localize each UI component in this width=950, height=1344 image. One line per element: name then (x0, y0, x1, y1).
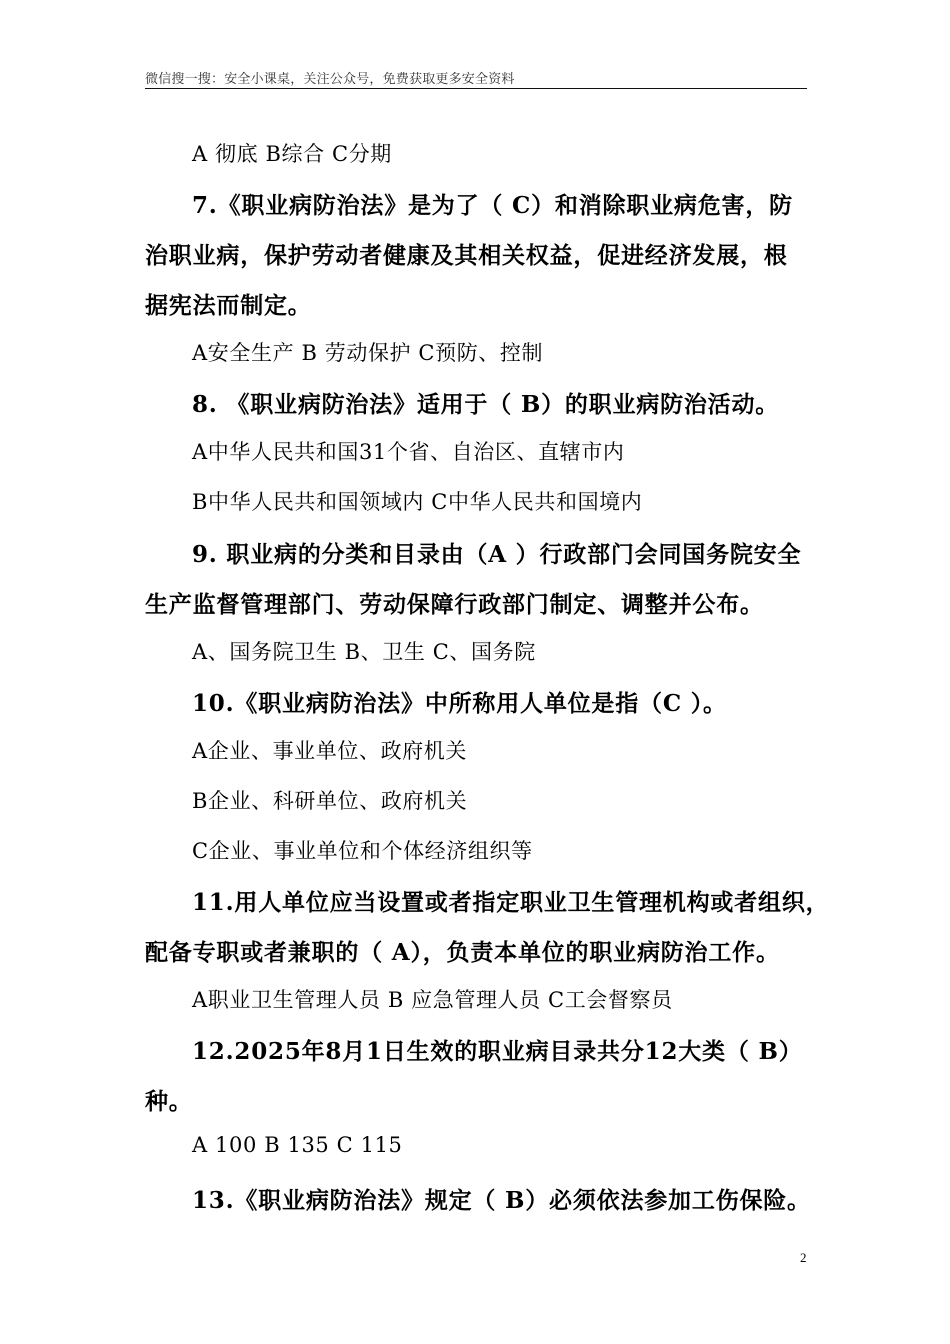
question-13-line-1: 13.《职业病防治法》规定（ B）必须依法参加工伤保险。 (192, 1187, 811, 1214)
page-number: 2 (800, 1250, 807, 1265)
question-7-line-3: 据宪法而制定。 (145, 292, 312, 319)
option-line-q6: A 彻底 B综合 C分期 (192, 142, 392, 166)
option-line-q8-bc: B中华人民共和国领域内 C中华人民共和国境内 (192, 490, 643, 514)
question-9-line-2: 生产监督管理部门、劳动保障行政部门制定、调整并公布。 (145, 591, 764, 618)
question-7-line-1: 7.《职业病防治法》是为了（ C）和消除职业病危害，防 (192, 192, 793, 219)
question-12-line-2: 种。 (145, 1088, 193, 1115)
header-divider (145, 88, 807, 89)
option-line-q10-a: A企业、事业单位、政府机关 (192, 739, 467, 763)
option-line-q10-c: C企业、事业单位和个体经济组织等 (192, 839, 533, 863)
question-12-line-1: 12.2025年8月1日生效的职业病目录共分12大类（ B） (192, 1038, 803, 1065)
question-11-line-2: 配备专职或者兼职的（ A），负责本单位的职业病防治工作。 (145, 939, 780, 966)
option-line-q11: A职业卫生管理人员 B 应急管理人员 C工会督察员 (192, 988, 673, 1012)
option-line-q12: A 100 B 135 C 115 (192, 1133, 403, 1157)
option-line-q10-b: B企业、科研单位、政府机关 (192, 789, 468, 813)
option-line-q8-a: A中华人民共和国31个省、自治区、直辖市内 (192, 440, 625, 464)
page-header-text: 微信搜一搜：安全小课桌，关注公众号，免费获取更多安全资料 (145, 72, 515, 87)
question-11-line-1: 11.用人单位应当设置或者指定职业卫生管理机构或者组织， (192, 889, 830, 916)
option-line-q7: A安全生产 B 劳动保护 C预防、控制 (192, 341, 544, 365)
question-8-line-1: 8. 《职业病防治法》适用于（ B）的职业病防治活动。 (192, 391, 780, 418)
option-line-q9: A、国务院卫生 B、卫生 C、国务院 (192, 640, 536, 664)
question-10-line-1: 10.《职业病防治法》中所称用人单位是指（C ）。 (192, 690, 727, 717)
question-7-line-2: 治职业病，保护劳动者健康及其相关权益，促进经济发展，根 (145, 242, 788, 269)
question-9-line-1: 9. 职业病的分类和目录由（A ）行政部门会同国务院安全 (192, 541, 802, 568)
